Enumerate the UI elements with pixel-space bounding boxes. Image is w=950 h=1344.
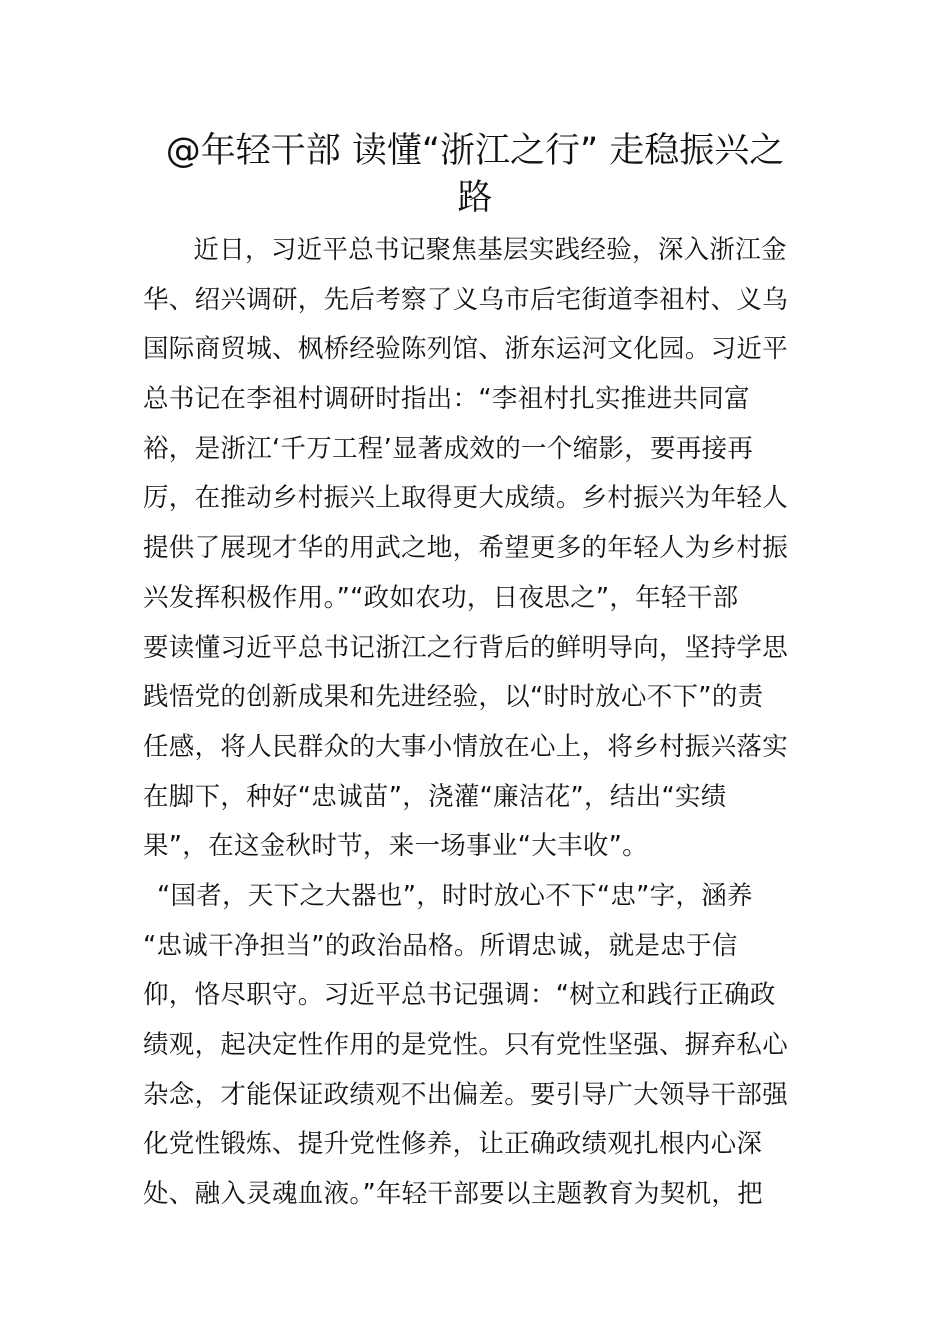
body-line: 仰，恪尽职守。习近平总书记强调：“树立和践行正确政 xyxy=(143,980,776,1011)
body-line: 提供了展现才华的用武之地，希望更多的年轻人为乡村振 xyxy=(143,533,789,564)
body-line: 在脚下，种好“忠诚苗”，浇灌“廉洁花”，结出“实绩 xyxy=(143,781,727,812)
title-line-1: @年轻干部 读懂“浙江之行” 走稳振兴之 xyxy=(165,131,785,171)
body-line: 华、绍兴调研，先后考察了义乌市后宅街道李祖村、义乌 xyxy=(143,284,789,315)
body-line: 厉，在推动乡村振兴上取得更大成绩。乡村振兴为年轻人 xyxy=(143,483,789,514)
body-line: 国际商贸城、枫桥经验陈列馆、浙东运河文化园。习近平 xyxy=(143,334,789,365)
body-line: 任感，将人民群众的大事小情放在心上，将乡村振兴落实 xyxy=(143,731,789,762)
body-line: 化党性锻炼、提升党性修养，让正确政绩观扎根内心深 xyxy=(143,1129,763,1160)
document-title xyxy=(120,128,830,222)
body-line: 果”，在这金秋时节，来一场事业“大丰收”。 xyxy=(143,831,648,862)
body-line: 处、融入灵魂血液。”年轻干部要以主题教育为契机，把 xyxy=(143,1179,763,1210)
title-line-2: 路 xyxy=(457,178,493,218)
body-line: 绩观，起决定性作用的是党性。只有党性坚强、摒弃私心 xyxy=(143,1030,789,1060)
body-line: “国者，天下之大器也”，时时放心不下“忠”字，涵养 xyxy=(157,880,753,911)
body-line: 兴发挥积极作用。”“政如农功，日夜思之”，年轻干部 xyxy=(143,582,739,613)
body-line: 裕，是浙江‘千万工程’显著成效的一个缩影，要再接再 xyxy=(143,433,754,464)
body-line: 总书记在李祖村调研时指出：“李祖村扎实推进共同富 xyxy=(143,384,750,415)
body-line: 践悟党的创新成果和先进经验，以“时时放心不下”的责 xyxy=(143,682,764,713)
body-line: 杂念，才能保证政绩观不出偏差。要引导广大领导干部强 xyxy=(143,1079,789,1110)
document-body xyxy=(143,226,823,1220)
body-line: 近日，习近平总书记聚焦基层实践经验，深入浙江金 xyxy=(143,235,787,265)
body-line: “忠诚干净担当”的政治品格。所谓忠诚，就是忠于信 xyxy=(143,930,738,961)
body-line: 要读懂习近平总书记浙江之行背后的鲜明导向，坚持学思 xyxy=(143,632,789,663)
